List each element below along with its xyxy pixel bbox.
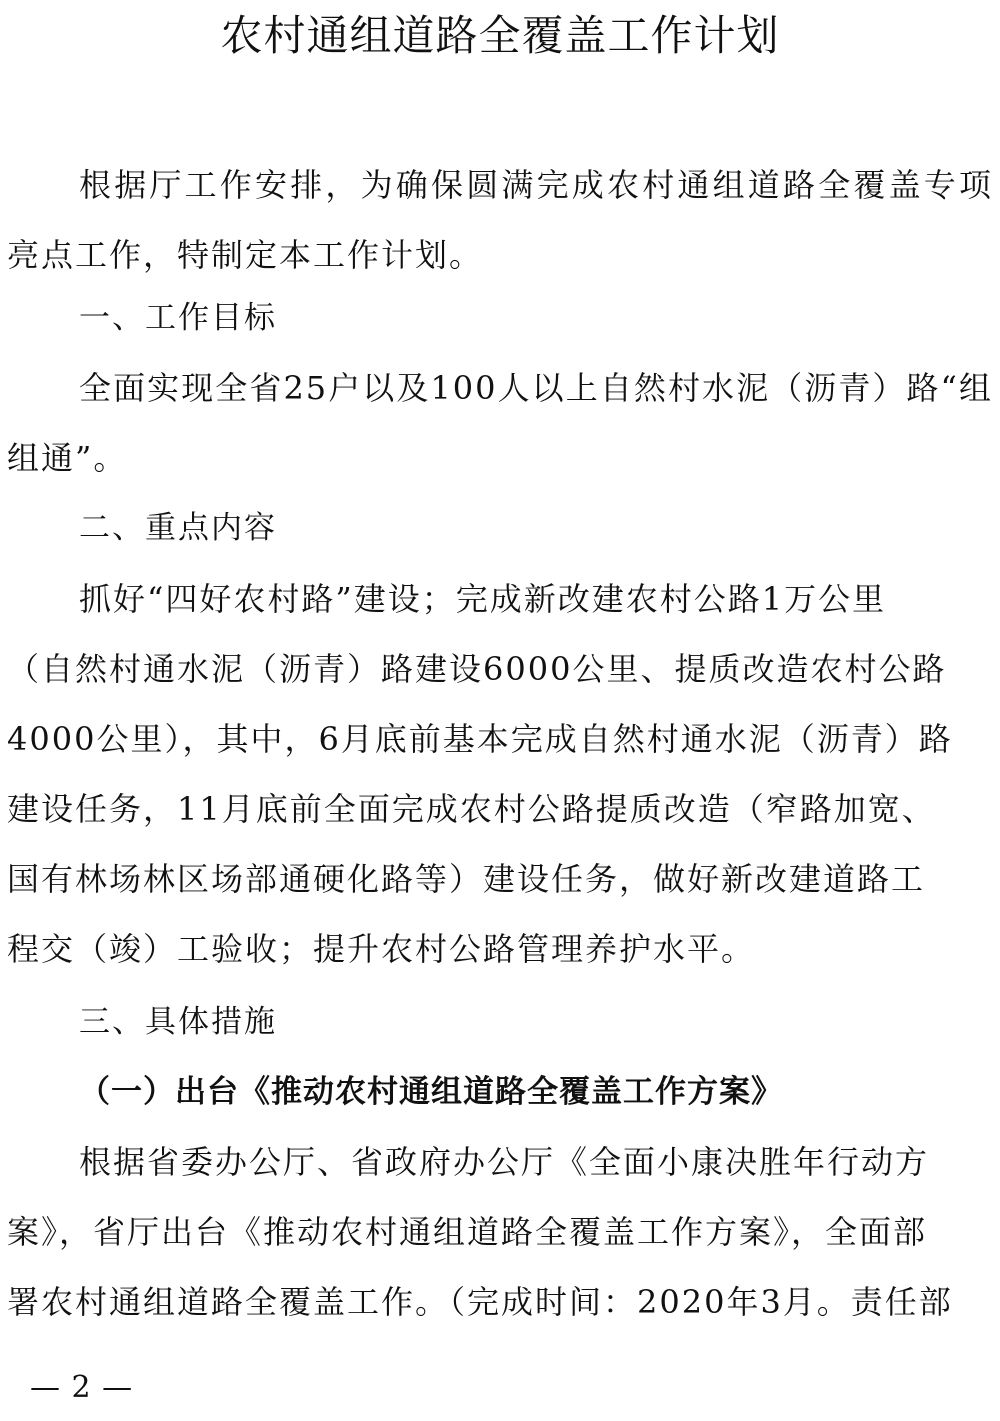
section-heading-goals: 一、工作目标 [79, 300, 277, 336]
key-content-line: 建设任务，11月底前全面完成农村公路提质改造（窄路加宽、 [7, 790, 936, 828]
document-title: 农村通组道路全覆盖工作计划 [220, 11, 780, 60]
page-number: — 2 — [30, 1370, 134, 1405]
subsection-heading-plan: （一）出台《推动农村通组道路全覆盖工作方案》 [79, 1074, 783, 1110]
section-heading-key-content: 二、重点内容 [79, 510, 277, 546]
key-content-line: 抓好“四好农村路”建设；完成新改建农村公路1万公里 [79, 580, 887, 618]
key-content-line: （自然村通水泥（沥青）路建设6000公里、提质改造农村公路 [7, 650, 947, 688]
measures-line: 案》，省厅出台《推动农村通组道路全覆盖工作方案》，全面部 [7, 1213, 928, 1251]
measures-line: 根据省委办公厅、省政府办公厅《全面小康决胜年行动方 [79, 1143, 930, 1181]
measures-line: 署农村通组道路全覆盖工作。（完成时间：2020年3月。责任部 [7, 1283, 953, 1321]
goals-paragraph: 全面实现全省25户以及100人以上自然村水泥（沥青）路“组组通”。 [7, 369, 993, 477]
section-heading-measures: 三、具体措施 [79, 1004, 277, 1040]
key-content-line: 国有林场林区场部通硬化路等）建设任务，做好新改建道路工 [7, 860, 926, 898]
intro-paragraph: 根据厅工作安排，为确保圆满完成农村通组道路全覆盖专项亮点工作，特制定本工作计划。 [7, 166, 993, 274]
key-content-line: 4000公里），其中，6月底前基本完成自然村通水泥（沥青）路 [7, 720, 953, 758]
key-content-line: 程交（竣）工验收；提升农村公路管理养护水平。 [7, 930, 756, 968]
